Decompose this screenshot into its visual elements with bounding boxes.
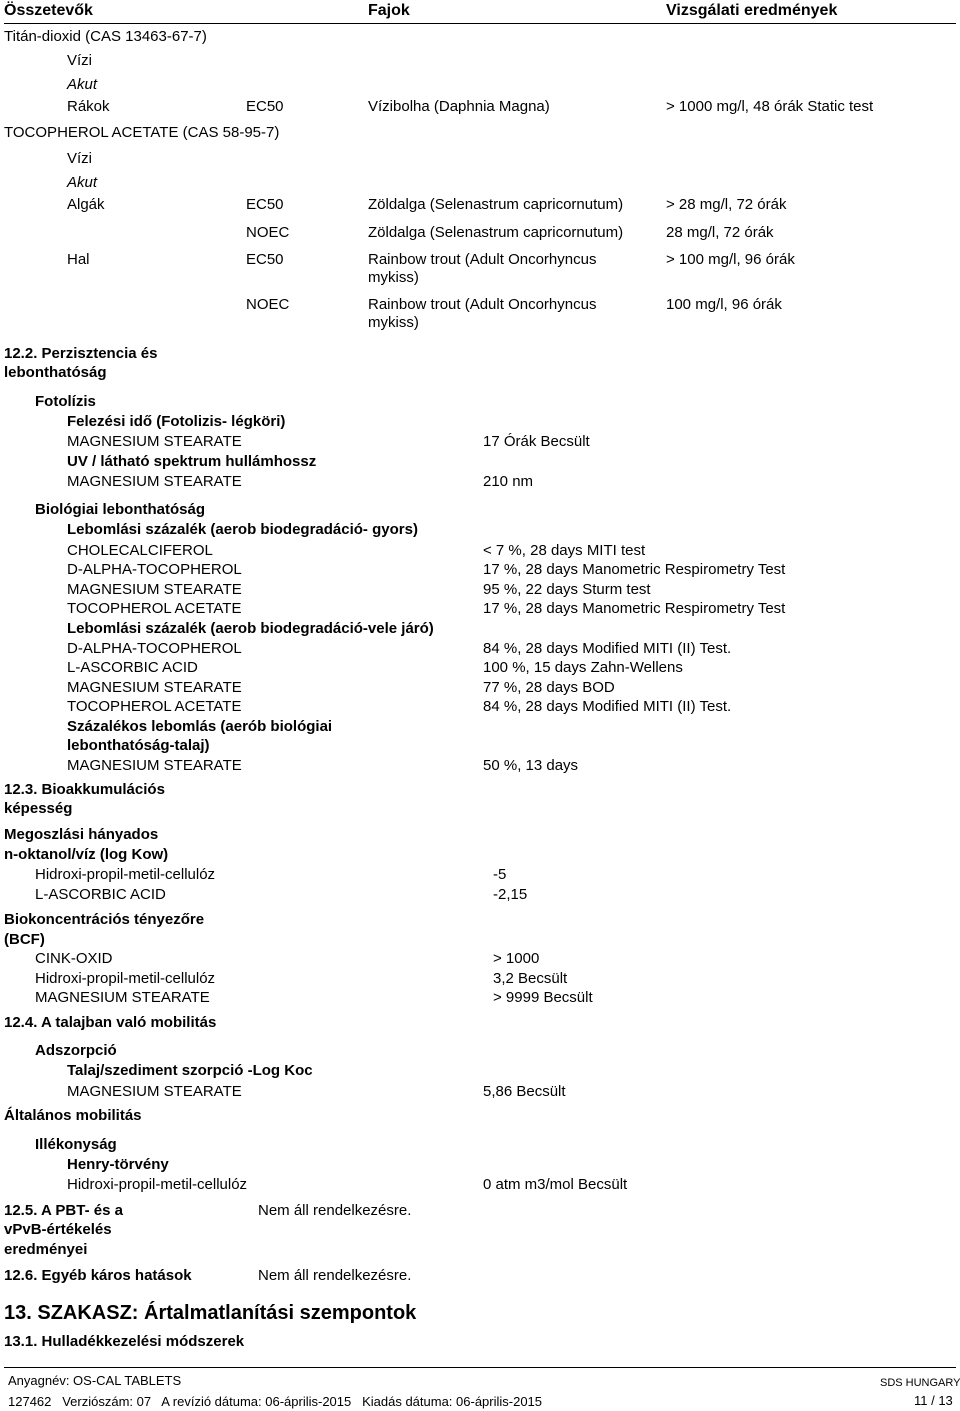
property-value: > 9999 Becsült (493, 989, 593, 1006)
substance-name: D-ALPHA-TOCOPHEROL (67, 561, 242, 578)
property-value: 3,2 Becsült (493, 970, 568, 987)
organism-group: Algák (67, 196, 105, 213)
property-value: > 1000 (493, 950, 540, 967)
substance-name: L-ASCORBIC ACID (67, 659, 198, 676)
test-type: EC50 (246, 251, 284, 268)
property-value: -2,15 (493, 886, 528, 903)
test-type: NOEC (246, 296, 290, 313)
product-name: Anyagnév: OS-CAL TABLETS (8, 1373, 182, 1388)
property-value: 5,86 Becsült (483, 1083, 566, 1100)
substance-name: L-ASCORBIC ACID (35, 886, 166, 903)
species: Rainbow trout (Adult Oncorhyncus (368, 251, 597, 268)
species: Vízibolha (Daphnia Magna) (368, 98, 550, 115)
test-type: NOEC (246, 224, 290, 241)
category-label: Akut (67, 76, 98, 93)
subsection-title: Illékonyság (35, 1136, 117, 1153)
section-title: vPvB-értékelés (4, 1221, 112, 1238)
substance-name: CHOLECALCIFEROL (67, 542, 213, 559)
test-type: EC50 (246, 196, 284, 213)
substance-name: Hidroxi-propil-metil-cellulóz (67, 1176, 248, 1193)
test-result: > 28 mg/l, 72 órák (666, 196, 787, 213)
property-value: < 7 %, 28 days MITI test (483, 542, 646, 559)
property-value: 17 %, 28 days Manometric Respirometry Test (483, 561, 786, 578)
document-info: 127462 Verziószám: 07 A revízió dátuma: 06-április-2015 Kiadás dátuma: 06-április-2015 (8, 1394, 543, 1409)
category-label: Akut (67, 174, 98, 191)
property-value: 50 %, 13 days (483, 757, 579, 774)
section-title: 13.1. Hulladékkezelési módszerek (4, 1333, 245, 1350)
property-value: 100 %, 15 days Zahn-Wellens (483, 659, 683, 676)
property-label: Megoszlási hányados (4, 826, 159, 843)
property-label: Talaj/szediment szorpció -Log Koc (67, 1062, 313, 1079)
header-results: Vizsgálati eredmények (666, 2, 838, 19)
page-number: 11 / 13 (914, 1393, 953, 1408)
section-value: Nem áll rendelkezésre. (258, 1267, 412, 1284)
category-label: Vízi (67, 52, 93, 69)
species: Zöldalga (Selenastrum capricornutum) (368, 196, 624, 213)
test-result: 28 mg/l, 72 órák (666, 224, 774, 241)
test-type: EC50 (246, 98, 284, 115)
substance-name: MAGNESIUM STEARATE (67, 757, 242, 774)
substance-name: MAGNESIUM STEARATE (35, 989, 210, 1006)
test-result: 100 mg/l, 96 órák (666, 296, 782, 313)
test-result: > 100 mg/l, 96 órák (666, 251, 795, 268)
footer-divider (4, 1367, 956, 1368)
property-label: UV / látható spektrum hullámhossz (67, 453, 317, 470)
subsection-title: Adszorpció (35, 1042, 117, 1059)
substance-name: Hidroxi-propil-metil-cellulóz (35, 970, 216, 987)
substance-name: MAGNESIUM STEARATE (67, 581, 242, 598)
property-label: Százalékos lebomlás (aerób biológiai (67, 718, 333, 735)
species: Zöldalga (Selenastrum capricornutum) (368, 224, 624, 241)
subsection-title: Fotolízis (35, 393, 96, 410)
species: mykiss) (368, 269, 419, 286)
property-label: (BCF) (4, 931, 45, 948)
substance-name: TOCOPHEROL ACETATE (67, 600, 242, 617)
property-label: n-oktanol/víz (log Kow) (4, 846, 169, 863)
component-name: TOCOPHEROL ACETATE (CAS 58-95-7) (4, 124, 280, 141)
category-label: Vízi (67, 150, 93, 167)
header-species: Fajok (368, 2, 410, 19)
substance-name: MAGNESIUM STEARATE (67, 679, 242, 696)
property-label: Biokoncentrációs tényezőre (4, 911, 205, 928)
property-value: 84 %, 28 days Modified MITI (II) Test. (483, 698, 732, 715)
organism-group: Hal (67, 251, 90, 268)
substance-name: MAGNESIUM STEARATE (67, 473, 242, 490)
subsection-title: Általános mobilitás (4, 1107, 142, 1124)
property-label: Lebomlási százalék (aerob biodegradáció- gyors) (67, 521, 418, 538)
sds-label: SDS HUNGARY (880, 1377, 960, 1389)
section-value: Nem áll rendelkezésre. (258, 1202, 412, 1219)
property-value: 210 nm (483, 473, 534, 490)
header-components: Összetevők (4, 2, 93, 19)
organism-group: Rákok (67, 98, 110, 115)
section-title: eredményei (4, 1241, 88, 1258)
substance-name: CINK-OXID (35, 950, 113, 967)
species: Rainbow trout (Adult Oncorhyncus (368, 296, 597, 313)
property-value: 95 %, 22 days Sturm test (483, 581, 651, 598)
property-value: -5 (493, 866, 507, 883)
property-value: 17 Órák Becsült (483, 433, 590, 450)
substance-name: TOCOPHEROL ACETATE (67, 698, 242, 715)
substance-name: MAGNESIUM STEARATE (67, 1083, 242, 1100)
component-name: Titán-dioxid (CAS 13463-67-7) (4, 28, 207, 45)
property-value: 0 atm m3/mol Becsült (483, 1176, 628, 1193)
property-value: 84 %, 28 days Modified MITI (II) Test. (483, 640, 732, 657)
property-value: 17 %, 28 days Manometric Respirometry Test (483, 600, 786, 617)
property-value: 77 %, 28 days BOD (483, 679, 615, 696)
subsection-title: Biológiai lebonthatóság (35, 501, 206, 518)
substance-name: D-ALPHA-TOCOPHEROL (67, 640, 242, 657)
section-title: 12.6. Egyéb káros hatások (4, 1267, 192, 1284)
section-title: képesség (4, 800, 73, 817)
header-divider (4, 23, 956, 24)
substance-name: Hidroxi-propil-metil-cellulóz (35, 866, 216, 883)
property-label: lebonthatóság-talaj) (67, 737, 210, 754)
property-label: Henry-törvény (67, 1156, 169, 1173)
section-heading: 13. SZAKASZ: Ártalmatlanítási szempontok (4, 1302, 417, 1324)
species: mykiss) (368, 314, 419, 331)
section-title: 12.2. Perzisztencia és (4, 345, 158, 362)
section-title: lebonthatóság (4, 364, 107, 381)
section-title: 12.4. A talajban való mobilitás (4, 1014, 217, 1031)
substance-name: MAGNESIUM STEARATE (67, 433, 242, 450)
section-title: 12.5. A PBT- és a (4, 1202, 123, 1219)
property-label: Felezési idő (Fotolizis- légköri) (67, 413, 286, 430)
section-title: 12.3. Bioakkumulációs (4, 781, 165, 798)
test-result: > 1000 mg/l, 48 órák Static test (666, 98, 874, 115)
property-label: Lebomlási százalék (aerob biodegradáció-vele járó) (67, 620, 434, 637)
